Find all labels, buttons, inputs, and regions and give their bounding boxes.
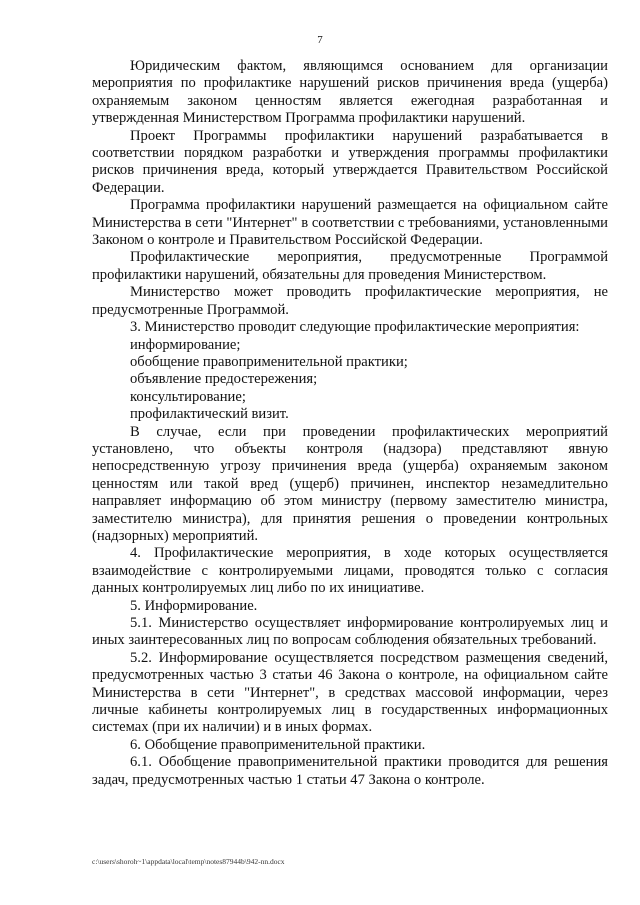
list-item: обобщение правоприменительной практики; (130, 353, 408, 370)
page-number: 7 (317, 34, 323, 46)
paragraph: Профилактические мероприятия, предусмотренные Программой профилактики нарушений, обязательны для проведения Министерством. (92, 249, 608, 283)
paragraph: 5.2. Информирование осуществляется посредством размещения сведений, предусмотренных частью 3 статьи 46 Закона о контроле, на официальном сайте Министерства в сети "Интернет", в средствах массовой информации, через личные кабинеты контролируемых лиц в государственных информационных системах (при их наличии) и в иных формах. (92, 649, 608, 736)
paragraph: В случае, если при проведении профилактических мероприятий установлено, что объекты контроля (надзора) представляют явную непосредственную угрозу причинения вреда (ущерба) охраняемым законом ценностям или такой вред (ущерб) причинен, инспектор незамедлительно направляет информацию об этом министру (первому заместителю министра, заместителю министра), для принятия решения о проведении контрольных (надзорных) мероприятий. (92, 423, 608, 544)
paragraph: Юридическим фактом, являющимся основанием для организации мероприятия по профилактике нарушений рисков причинения вреда (ущерба) охраняемым законом ценностям является ежегодная разработанная и утвержденная Министерством Программа профилактики нарушений. (92, 58, 608, 127)
paragraph: 3. Министерство проводит следующие профилактические мероприятия: (130, 319, 580, 336)
paragraph: Проект Программы профилактики нарушений разрабатывается в соответствии порядком разработки и утверждения программы профилактики рисков причинения вреда, который утверждается Правительством Российской Федерации. (92, 127, 608, 196)
paragraph: 4. Профилактические мероприятия, в ходе которых осуществляется взаимодействие с контролируемыми лицами, проводятся только с согласия данных контролируемых лиц либо по их инициативе. (92, 545, 608, 597)
list-item: профилактический визит. (130, 406, 289, 423)
section-heading: 6. Обобщение правоприменительной практики. (130, 736, 426, 753)
list-item: объявление предостережения; (130, 371, 318, 388)
footer-file-path: c:\users\shoroh~1\appdata\local\temp\notes87944b\942-nn.docx (92, 857, 285, 866)
paragraph: 6.1. Обобщение правоприменительной практики проводится для решения задач, предусмотренных частью 1 статьи 47 Закона о контроле. (92, 754, 608, 788)
paragraph: Программа профилактики нарушений размещается на официальном сайте Министерства в сети "Интернет" в соответствии с требованиями, установленными Законом о контроле и Правительством Российской Федерации. (92, 197, 608, 249)
document-body (92, 58, 608, 789)
list-item: консультирование; (130, 388, 246, 405)
section-heading: 5. Информирование. (130, 597, 258, 614)
list-item: информирование; (130, 336, 241, 353)
paragraph: Министерство может проводить профилактические мероприятия, не предусмотренные Программой. (92, 284, 608, 318)
paragraph: 5.1. Министерство осуществляет информирование контролируемых лиц и иных заинтересованных лиц по вопросам соблюдения обязательных требований. (92, 615, 608, 649)
